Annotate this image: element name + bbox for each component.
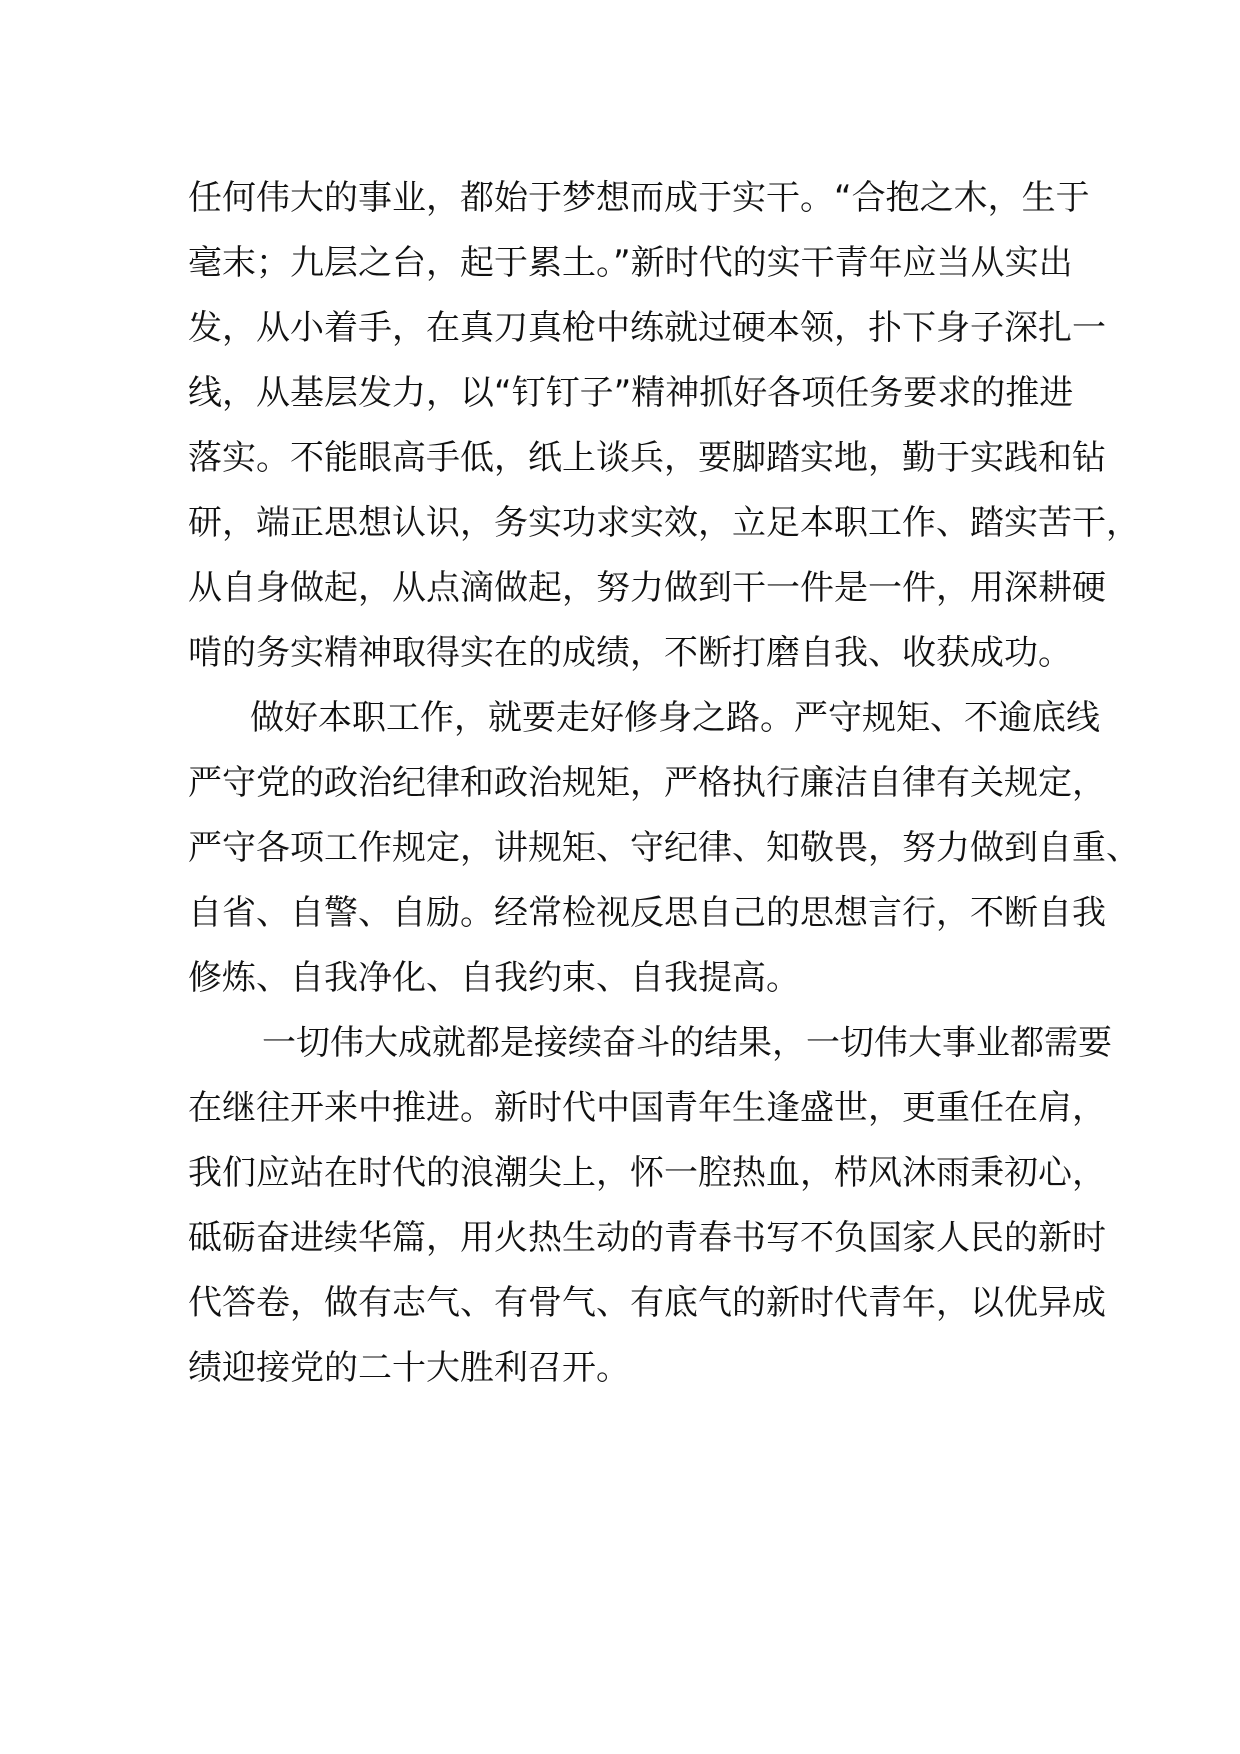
text-line: 在继往开来中推进。新时代中国青年生逢盛世，更重任在肩，	[188, 1088, 1106, 1128]
text-line: 从自身做起，从点滴做起，努力做到干一件是一件，用深耕硬	[188, 568, 1106, 608]
paragraph-2	[188, 686, 1140, 1011]
text-line: 毫末；九层之台，起于累土。”新时代的实干青年应当从实出	[188, 243, 1073, 283]
text-line: 我们应站在时代的浪潮尖上，怀一腔热血，栉风沐雨秉初心，	[188, 1153, 1106, 1193]
text-line: 一切伟大成就都是接续奋斗的结果，一切伟大事业都需要	[262, 1023, 1112, 1063]
text-line: 代答卷，做有志气、有骨气、有底气的新时代青年，以优异成	[188, 1283, 1106, 1323]
text-line: 发，从小着手，在真刀真枪中练就过硬本领，扑下身子深扎一	[188, 308, 1106, 348]
text-line: 线，从基层发力，以“钉钉子”精神抓好各项任务要求的推进	[188, 373, 1074, 413]
text-line: 做好本职工作，就要走好修身之路。严守规矩、不逾底线	[250, 698, 1100, 738]
paragraph-3	[188, 1011, 1112, 1401]
text-line: 自省、自警、自励。经常检视反思自己的思想言行，不断自我	[188, 893, 1106, 933]
text-line: 研，端正思想认识，务实功求实效，立足本职工作、踏实苦干，	[188, 503, 1140, 543]
text-line: 任何伟大的事业，都始于梦想而成于实干。“合抱之木，生于	[188, 178, 1090, 218]
text-line: 修炼、自我净化、自我约束、自我提高。	[188, 958, 800, 998]
document-body	[188, 166, 1140, 1401]
text-line: 啃的务实精神取得实在的成绩，不断打磨自我、收获成功。	[188, 633, 1072, 673]
text-line: 砥砺奋进续华篇，用火热生动的青春书写不负国家人民的新时	[188, 1218, 1106, 1258]
text-line: 严守各项工作规定，讲规矩、守纪律、知敬畏，努力做到自重、	[188, 828, 1140, 868]
text-line: 落实。不能眼高手低，纸上谈兵，要脚踏实地，勤于实践和钻	[188, 438, 1106, 478]
text-line: 严守党的政治纪律和政治规矩，严格执行廉洁自律有关规定，	[188, 763, 1106, 803]
text-line: 绩迎接党的二十大胜利召开。	[188, 1348, 630, 1388]
paragraph-1	[188, 166, 1140, 686]
